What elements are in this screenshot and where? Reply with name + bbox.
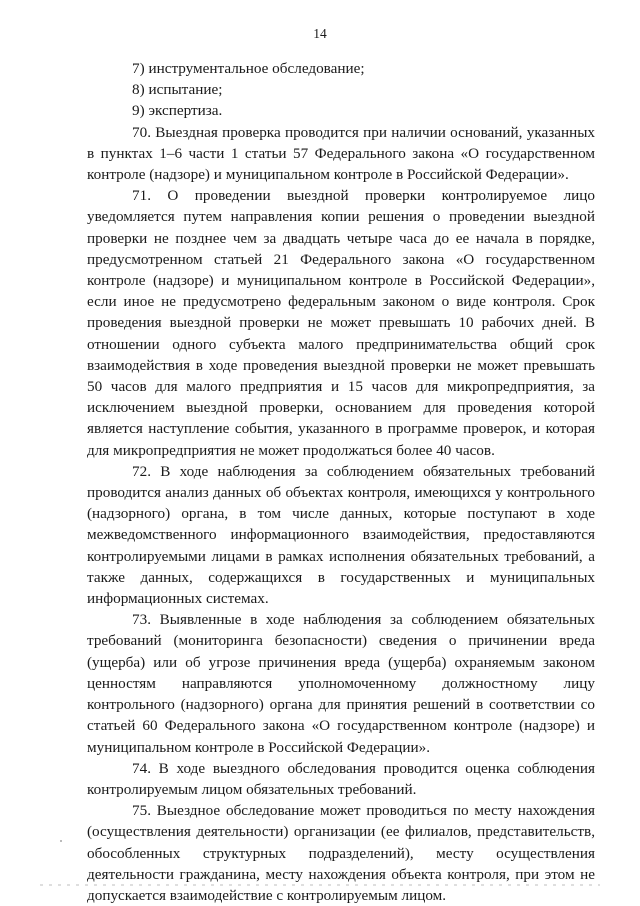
paragraph-71: 71. О проведении выездной проверки контролируемое лицо уведомляется путем направления копии решения о проведении выездной проверки не позднее чем за двадцать четыре часа до ее начала в порядке, предусмотренном статьей 21 Федерального закона «О государственном контроле (надзоре) и муниципальном контроле в Российской Федерации», если иное не предусмотрено федеральным законом о виде контроля. Срок проведения выездной проверки не может превышать 10 рабочих дней. В отношении одного субъекта малого предпринимательства общий срок взаимодействия в ходе проведения выездной проверки не может превышать 50 часов для малого предприятия и 15 часов для микропредприятия, за исключением выездной проверки, основанием для проведения которой является наступление события, указанного в программе проверок, и которая для микропредприятия не может продолжаться более 40 часов. <box>87 187 595 459</box>
scan-noise-line <box>40 884 600 886</box>
document-body <box>87 58 595 906</box>
list-item: 9) экспертиза. <box>132 102 223 120</box>
scan-speck <box>60 840 62 842</box>
list-item: 7) инструментальное обследование; <box>132 60 365 77</box>
paragraph-70: 70. Выездная проверка проводится при наличии оснований, указанных в пунктах 1–6 части 1 статьи 57 Федерального закона «О государственном контроле (надзоре) и муниципальном контроле в Российской Федерации». <box>87 123 595 184</box>
paragraph-72: 72. В ходе наблюдения за соблюдением обязательных требований проводится анализ данных об объектах контроля, имеющихся у контрольного (надзорного) органа, в том числе данных, которые поступают в ходе межведомственного информационного взаимодействия, предоставляются контролируемыми лицами в рамках исполнения обязательных требований, а также данных, содержащихся в государственных и муниципальных информационных системах. <box>87 462 595 608</box>
paragraph-75: 75. Выездное обследование может проводиться по месту нахождения (осуществления деятельности) организации (ее филиалов, представительств, обособленных структурных подразделений), месту осуществления деятельности гражданина, месту нахождения объекта контроля, при этом не допускается взаимодействие с контролируемым лицом. <box>87 802 595 904</box>
paragraph-74: 74. В ходе выездного обследования проводится оценка соблюдения контролируемым лицом обязательных требований. <box>87 759 595 798</box>
list-item: 8) испытание; <box>132 81 223 99</box>
page-number: 14 <box>313 26 327 41</box>
paragraph-73: 73. Выявленные в ходе наблюдения за соблюдением обязательных требований (мониторинга безопасности) сведения о причинении вреда (ущерба) или об угрозе причинения вреда (ущерба) охраняемым законом ценностям направляются уполномоченному должностному лицу контрольного (надзорного) органа для принятия решений в соответствии со статьей 60 Федерального закона «О государственном контроле (надзоре) и муниципальном контроле в Российской Федерации». <box>87 611 595 756</box>
